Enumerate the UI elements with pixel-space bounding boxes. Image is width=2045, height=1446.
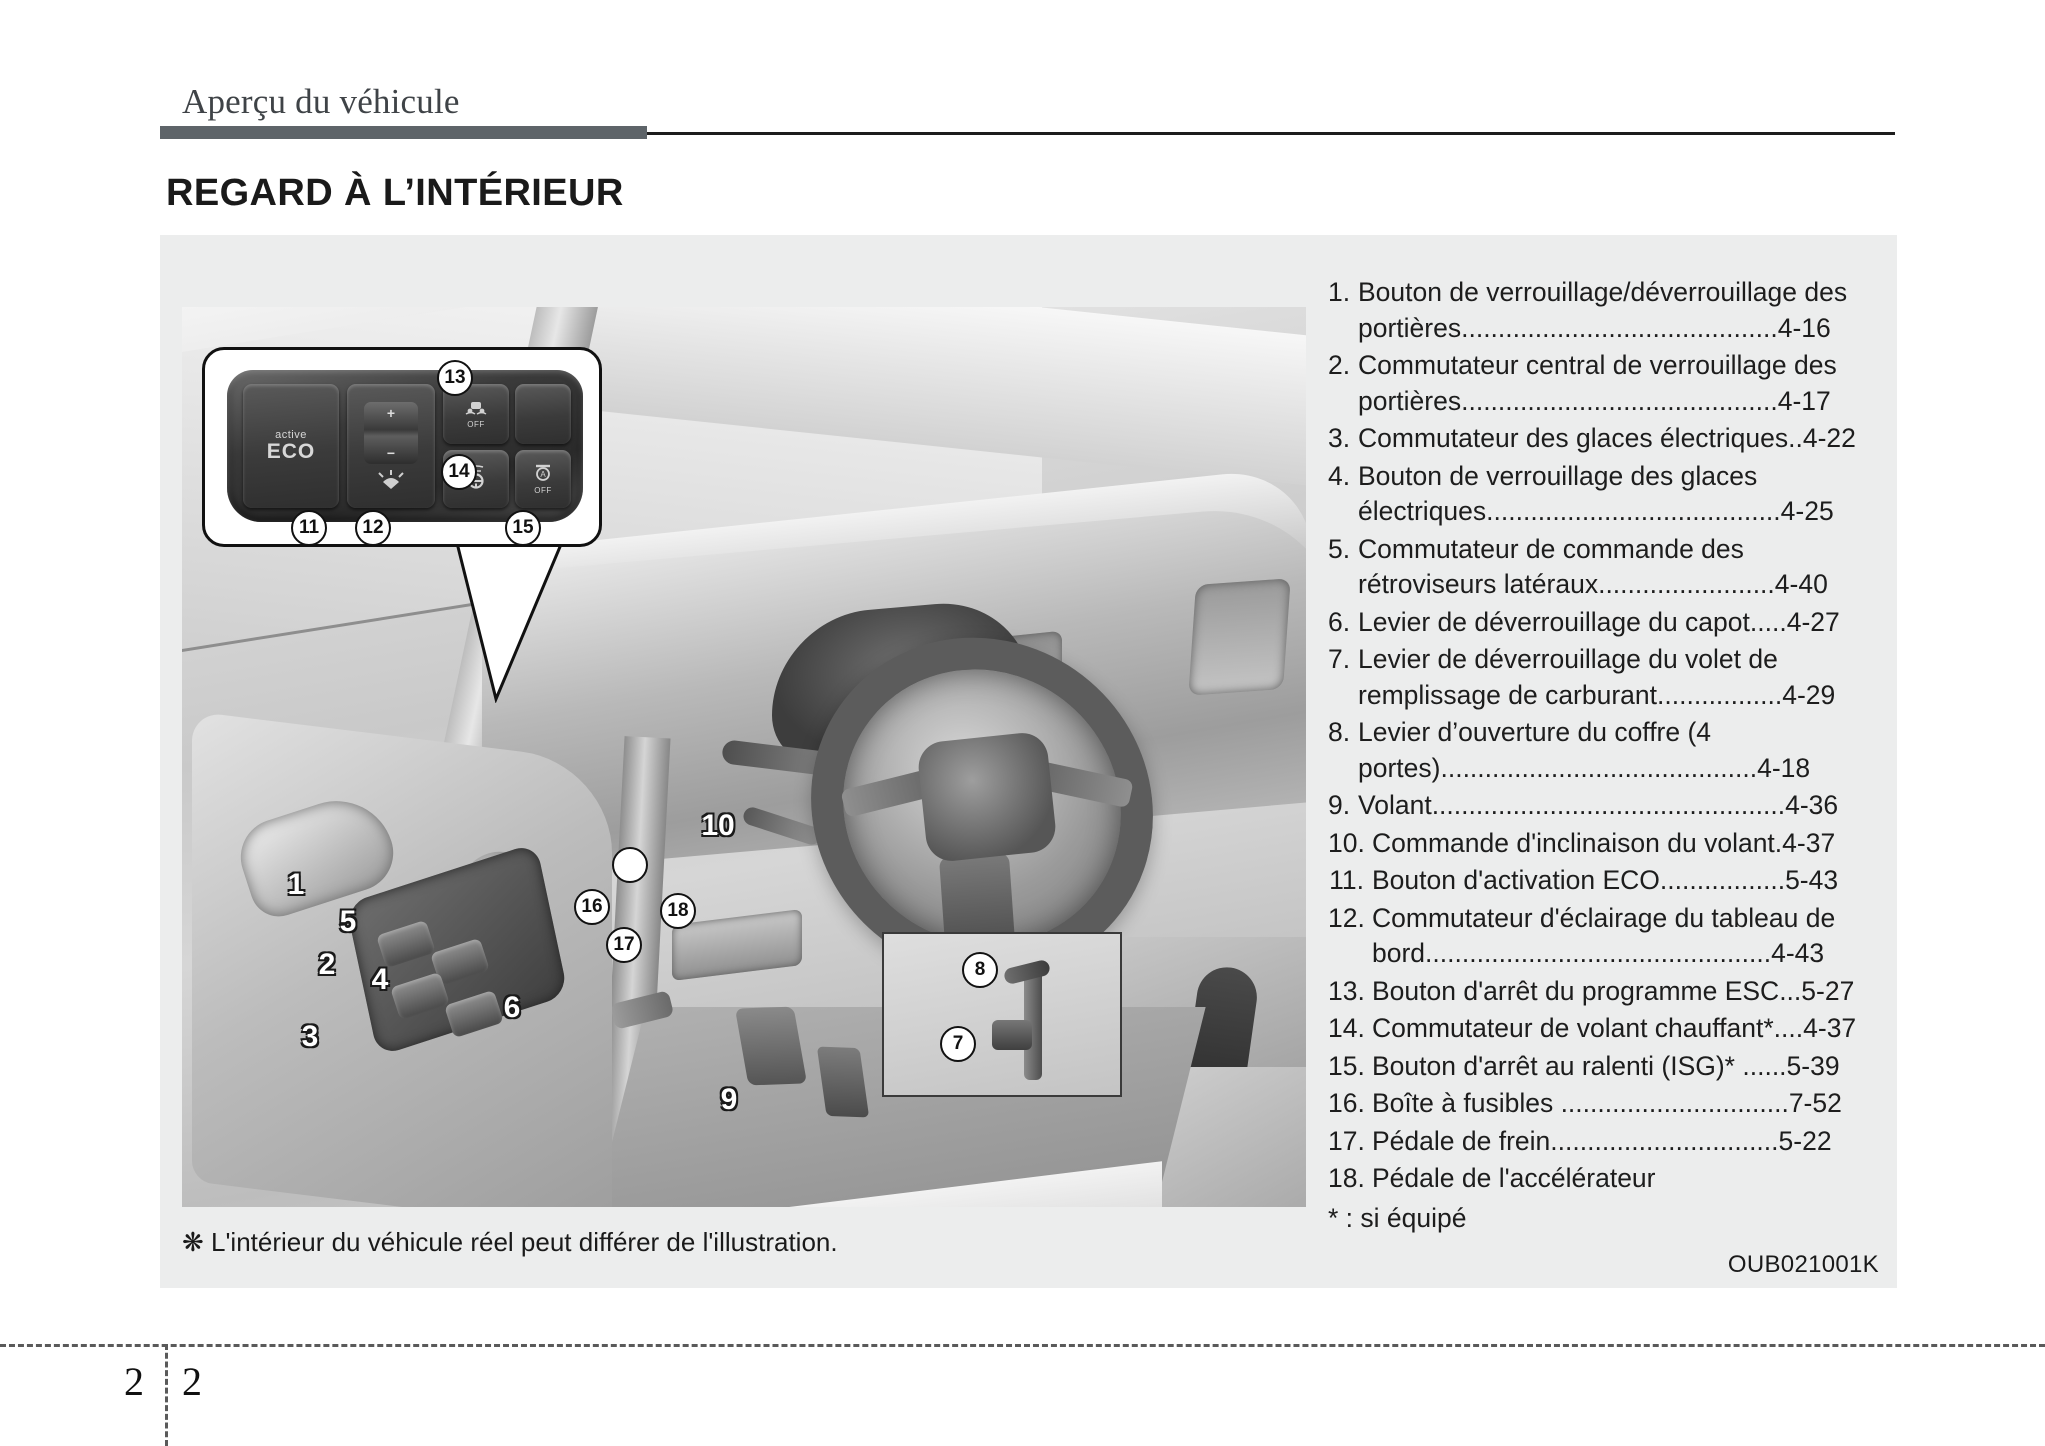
legend-number: 13. xyxy=(1328,975,1365,1006)
legend-item-10 xyxy=(1328,826,1876,862)
callout-15: 15 xyxy=(505,510,541,546)
legend-number: 6. xyxy=(1328,606,1351,637)
active-eco-button[interactable] xyxy=(243,384,339,508)
callout-12: 12 xyxy=(355,510,391,546)
active-eco-label: active ECO xyxy=(266,429,316,463)
isg-auto-stop-off-button[interactable] xyxy=(515,450,571,508)
content-panel xyxy=(160,235,1897,1288)
dimmer-stack xyxy=(364,402,418,490)
center-switch-panel xyxy=(227,370,583,522)
legend-item-1 xyxy=(1328,275,1876,346)
legend-number: 8. xyxy=(1328,717,1351,747)
legend-text: Commutateur des glaces électriques..4-22 xyxy=(1358,423,1856,453)
legend-number: 1. xyxy=(1328,277,1351,307)
callout-16: 16 xyxy=(574,889,610,925)
svg-text:A: A xyxy=(540,470,546,479)
legend-list xyxy=(1328,275,1876,1238)
legend-item-11 xyxy=(1328,863,1876,899)
callout-17: 17 xyxy=(606,927,642,963)
legend-number: 16. xyxy=(1328,1088,1365,1118)
illumination-icon xyxy=(376,468,406,490)
page-number: 2 xyxy=(182,1359,202,1404)
legend-number: 9. xyxy=(1328,790,1351,820)
legend-number: 7. xyxy=(1328,644,1351,674)
crop-mark-horizontal xyxy=(0,1344,2045,1347)
auto-stop-circle-a-icon xyxy=(532,463,554,483)
blank-switch-cover xyxy=(515,384,571,444)
legend-text: Commutateur de commande des rétroviseurs latéraux........................4-40 xyxy=(1358,533,1828,599)
callout-3: 3 xyxy=(301,1020,319,1053)
callout-4: 4 xyxy=(371,963,389,996)
crop-mark-vertical xyxy=(165,1344,168,1446)
page-title: REGARD À L’INTÉRIEUR xyxy=(166,172,624,214)
page-number-chapter: 2 xyxy=(124,1359,144,1404)
air-vent-side-shape xyxy=(1188,578,1290,696)
callout-7: 7 xyxy=(940,1026,976,1062)
legend-item-12 xyxy=(1328,901,1876,972)
legend-text: Commutateur de volant chauffant*....4-37 xyxy=(1372,1013,1857,1043)
legend-number: 14. xyxy=(1328,1013,1365,1043)
callout-1: 1 xyxy=(287,868,305,901)
legend-text: Bouton d'arrêt au ralenti (ISG)* ......5-39 xyxy=(1372,1050,1840,1081)
legend-item-9 xyxy=(1328,788,1876,824)
legend-item-18 xyxy=(1328,1161,1876,1197)
isg-auto-stop-icon: A OFF xyxy=(532,463,554,495)
legend-text: Bouton d'arrêt du programme ESC...5-27 xyxy=(1372,975,1855,1006)
legend-item-3 xyxy=(1328,421,1876,457)
legend-item-14 xyxy=(1328,1011,1876,1047)
callout-10: 10 xyxy=(701,809,735,842)
legend-number: 12. xyxy=(1328,902,1365,933)
legend-text: Pédale de l'accélérateur xyxy=(1372,1163,1656,1193)
legend-text: Commutateur central de verrouillage des portières...........................................4-17 xyxy=(1358,350,1837,416)
legend-text: Volant................................................4-36 xyxy=(1358,790,1839,820)
legend-item-7 xyxy=(1328,642,1876,713)
steering-wheel-hub-shape xyxy=(916,731,1058,864)
button-panel-callout-bubble xyxy=(202,347,602,547)
legend-text: Bouton de verrouillage/déverrouillage des portières...........................................4-16 xyxy=(1358,277,1848,343)
legend-item-6 xyxy=(1328,605,1876,641)
legend-note-text: * : si équipé xyxy=(1328,1202,1467,1233)
callout-13: 13 xyxy=(437,360,473,396)
legend-number: 15. xyxy=(1328,1050,1365,1081)
legend-text: Pédale de frein...............................5-22 xyxy=(1372,1125,1832,1156)
legend-text: Bouton d'activation ECO.................5-43 xyxy=(1372,865,1839,895)
dimmer-plus-label: + xyxy=(386,405,396,421)
running-head-rule xyxy=(647,132,1895,135)
legend-item-16 xyxy=(1328,1086,1876,1122)
legend-item-2 xyxy=(1328,348,1876,419)
callout-5: 5 xyxy=(339,905,357,938)
legend-equipment-note xyxy=(1328,1201,1876,1237)
callout-8: 8 xyxy=(962,952,998,988)
legend-text: Commutateur d'éclairage du tableau de bord...............................................4-43 xyxy=(1372,902,1836,968)
legend-number: 17. xyxy=(1328,1125,1365,1156)
legend-number: 5. xyxy=(1328,533,1351,564)
legend-item-13 xyxy=(1328,974,1876,1010)
callout-14: 14 xyxy=(441,454,477,490)
dimmer-minus-label: − xyxy=(386,445,396,461)
legend-number: 3. xyxy=(1328,423,1351,453)
legend-item-15 xyxy=(1328,1049,1876,1085)
illustration-code: OUB021001K xyxy=(1727,1251,1879,1278)
legend-item-5 xyxy=(1328,532,1876,603)
legend-number: 4. xyxy=(1328,460,1351,491)
legend-text: Levier de déverrouillage du capot.....4-27 xyxy=(1358,606,1840,637)
legend-number: 2. xyxy=(1328,350,1351,380)
legend-text: Bouton de verrouillage des glaces électriques........................................4-25 xyxy=(1358,460,1834,526)
fuel-filler-release-shape xyxy=(992,1020,1032,1050)
callout-18: 18 xyxy=(660,893,696,929)
interior-illustration xyxy=(182,307,1306,1207)
running-head-bar xyxy=(160,126,647,139)
callout-2: 2 xyxy=(318,948,336,981)
callout-tail xyxy=(452,523,612,703)
legend-number: 18. xyxy=(1328,1163,1365,1193)
running-head: Aperçu du véhicule xyxy=(182,82,460,121)
illustration-footnote: ❋ L'intérieur du véhicule réel peut différer de l'illustration. xyxy=(182,1227,838,1257)
legend-text: Levier d’ouverture du coffre (4 portes)...........................................4-18 xyxy=(1358,717,1811,783)
legend-item-4 xyxy=(1328,459,1876,530)
callout-9-ring xyxy=(612,847,648,883)
legend-text: Commande d'inclinaison du volant.4-37 xyxy=(1372,827,1836,858)
legend-item-17 xyxy=(1328,1124,1876,1160)
legend-item-8 xyxy=(1328,715,1876,786)
esc-off-icon: OFF xyxy=(464,399,488,429)
legend-text: Boîte à fusibles ...............................7-52 xyxy=(1372,1088,1842,1118)
callout-9: 9 xyxy=(720,1083,738,1116)
legend-number: 11. xyxy=(1329,865,1364,895)
instrument-illumination-button[interactable] xyxy=(347,384,435,508)
callout-11: 11 xyxy=(291,510,327,546)
esc-car-skid-icon xyxy=(464,399,488,417)
legend-text: Levier de déverrouillage du volet de remplissage de carburant.................4-29 xyxy=(1358,644,1836,710)
trunk-fuel-release-inset xyxy=(882,932,1122,1097)
callout-6: 6 xyxy=(503,991,521,1024)
dimmer-rocker[interactable] xyxy=(364,402,418,464)
legend-number: 10. xyxy=(1328,827,1365,858)
